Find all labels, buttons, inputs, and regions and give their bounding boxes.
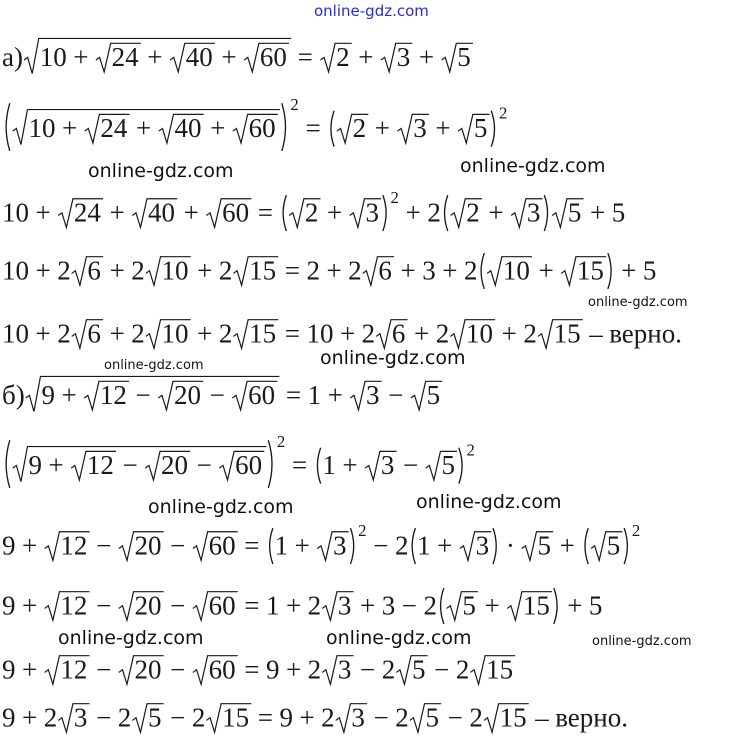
svg-text:2: 2: [321, 702, 335, 733]
svg-text:+: +: [35, 318, 51, 349]
svg-text:=: =: [284, 318, 300, 349]
svg-text:+: +: [559, 530, 575, 561]
svg-text:2: 2: [117, 702, 132, 733]
svg-text:12: 12: [60, 530, 88, 561]
svg-text:12: 12: [99, 379, 127, 410]
svg-text:5: 5: [412, 654, 426, 685]
svg-text:60: 60: [259, 41, 287, 72]
svg-text:=: =: [244, 654, 260, 685]
svg-text:−: −: [360, 654, 376, 685]
svg-text:−: −: [447, 702, 463, 733]
equation-line-b2: [2, 422, 745, 500]
svg-text:−: −: [96, 702, 112, 733]
svg-text:+: +: [484, 590, 500, 621]
svg-text:10: 10: [161, 255, 189, 286]
svg-text:+: +: [73, 41, 89, 72]
svg-text:60: 60: [248, 113, 276, 144]
svg-text:−: −: [96, 590, 112, 621]
svg-text:3: 3: [73, 702, 88, 733]
svg-text:5: 5: [537, 530, 551, 561]
svg-text:9: 9: [2, 530, 16, 561]
svg-text:5: 5: [148, 702, 162, 733]
svg-text:−: −: [373, 530, 389, 561]
svg-text:=: =: [285, 379, 302, 410]
svg-text:б): б): [2, 379, 25, 410]
svg-text:2: 2: [455, 654, 470, 685]
svg-text:10: 10: [161, 318, 189, 349]
svg-text:20: 20: [160, 450, 188, 481]
svg-text:60: 60: [248, 379, 276, 410]
svg-text:+: +: [285, 654, 302, 685]
svg-text:−: −: [170, 590, 186, 621]
svg-text:15: 15: [522, 590, 550, 621]
equation-a3-math: [2, 178, 745, 242]
svg-text:1: 1: [417, 530, 431, 561]
svg-text:−: −: [96, 530, 112, 561]
svg-text:=: =: [305, 113, 321, 144]
watermark: online-gdz.com: [416, 491, 562, 513]
svg-text:+: +: [488, 197, 504, 228]
svg-text:−: −: [209, 379, 225, 410]
watermark: online-gdz.com: [320, 347, 466, 369]
equation-line-a1: [2, 28, 745, 84]
svg-text:+: +: [339, 318, 356, 349]
svg-text:+: +: [197, 318, 213, 349]
svg-text:+: +: [21, 702, 38, 733]
equation-b5-math: [2, 644, 745, 696]
svg-text:−: −: [135, 379, 151, 410]
svg-text:+: +: [136, 113, 152, 144]
svg-text:+: +: [294, 530, 310, 561]
svg-text:=: =: [257, 197, 273, 228]
svg-text:+: +: [21, 590, 38, 621]
svg-text:24: 24: [100, 113, 128, 144]
svg-text:3: 3: [475, 530, 490, 561]
svg-text:+: +: [538, 255, 554, 286]
svg-text:2: 2: [290, 95, 299, 115]
svg-text:12: 12: [60, 590, 88, 621]
svg-text:10: 10: [39, 41, 67, 72]
svg-text:–: –: [535, 702, 549, 733]
svg-text:2: 2: [43, 702, 58, 733]
watermark: online-gdz.com: [592, 634, 692, 649]
equation-b3-math: [2, 510, 745, 576]
equation-line-b6: [2, 696, 745, 740]
svg-text:+: +: [326, 197, 343, 228]
svg-text:+: +: [21, 654, 38, 685]
svg-text:=: =: [292, 450, 308, 481]
watermark: online-gdz.com: [326, 627, 472, 649]
svg-text:3: 3: [526, 197, 541, 228]
equation-b6-math: [2, 696, 745, 740]
svg-text:5: 5: [457, 41, 471, 72]
svg-text:10: 10: [306, 318, 334, 349]
svg-text:2: 2: [57, 318, 71, 349]
svg-text:2: 2: [276, 432, 286, 452]
svg-text:а): а): [2, 41, 23, 72]
svg-text:+: +: [360, 590, 376, 621]
svg-text:+: +: [590, 197, 606, 228]
svg-text:10: 10: [466, 318, 494, 349]
svg-text:40: 40: [185, 41, 213, 72]
svg-text:2: 2: [358, 521, 367, 541]
svg-text:+: +: [109, 318, 125, 349]
svg-text:3: 3: [333, 530, 347, 561]
svg-text:+: +: [61, 113, 78, 144]
svg-text:+: +: [374, 113, 391, 144]
svg-text:+: +: [567, 590, 583, 621]
svg-text:=: =: [297, 41, 313, 72]
svg-text:·: ·: [505, 530, 515, 561]
svg-text:+: +: [342, 450, 358, 481]
svg-text:3: 3: [413, 113, 427, 144]
svg-text:2: 2: [131, 255, 145, 286]
svg-text:+: +: [147, 41, 163, 72]
svg-text:+: +: [442, 255, 458, 286]
svg-text:+: +: [210, 113, 226, 144]
equation-a4-math: [2, 240, 745, 302]
svg-text:+: +: [400, 255, 416, 286]
svg-text:+: +: [109, 197, 125, 228]
svg-text:2: 2: [435, 318, 450, 349]
svg-text:1: 1: [265, 590, 280, 621]
svg-text:5: 5: [588, 590, 603, 621]
svg-text:10: 10: [502, 255, 530, 286]
svg-text:−: −: [388, 379, 404, 410]
svg-text:=: =: [244, 590, 260, 621]
equation-b1-math: [2, 366, 745, 422]
svg-text:+: +: [285, 590, 302, 621]
svg-text:9: 9: [265, 654, 280, 685]
svg-text:2: 2: [395, 530, 409, 561]
watermark: online-gdz.com: [88, 160, 234, 182]
svg-text:15: 15: [249, 255, 277, 286]
svg-text:−: −: [373, 702, 389, 733]
svg-text:+: +: [327, 379, 343, 410]
svg-text:15: 15: [222, 702, 250, 733]
svg-text:60: 60: [208, 590, 236, 621]
svg-text:3: 3: [381, 590, 396, 621]
svg-text:60: 60: [208, 654, 236, 685]
svg-text:−: −: [402, 450, 419, 481]
svg-text:6: 6: [378, 255, 392, 286]
svg-text:=: =: [284, 255, 300, 286]
svg-text:2: 2: [523, 318, 537, 349]
svg-text:2: 2: [381, 654, 396, 685]
svg-text:3: 3: [337, 590, 352, 621]
svg-text:2: 2: [352, 113, 367, 144]
svg-text:2: 2: [427, 197, 441, 228]
svg-text:2: 2: [498, 103, 508, 123]
svg-text:6: 6: [391, 318, 406, 349]
svg-text:+: +: [358, 41, 374, 72]
svg-text:40: 40: [174, 113, 202, 144]
svg-text:2: 2: [57, 255, 71, 286]
svg-text:5: 5: [425, 702, 440, 733]
svg-text:10: 10: [2, 318, 29, 349]
svg-text:+: +: [414, 318, 430, 349]
svg-text:5: 5: [642, 255, 657, 286]
svg-text:+: +: [437, 530, 453, 561]
svg-text:+: +: [61, 379, 77, 410]
svg-text:2: 2: [336, 41, 350, 72]
svg-text:+: +: [501, 318, 517, 349]
svg-text:9: 9: [279, 702, 293, 733]
svg-text:2: 2: [466, 440, 475, 460]
svg-text:=: =: [257, 702, 273, 733]
svg-text:5: 5: [426, 379, 441, 410]
svg-text:2: 2: [423, 590, 437, 621]
svg-text:+: +: [299, 702, 315, 733]
svg-text:2: 2: [306, 255, 320, 286]
svg-text:5: 5: [473, 113, 488, 144]
svg-text:10: 10: [2, 255, 29, 286]
equation-line-a3: [2, 178, 745, 242]
svg-text:60: 60: [235, 450, 263, 481]
svg-text:2: 2: [361, 318, 376, 349]
svg-text:+: +: [418, 41, 435, 72]
watermark: online-gdz.com: [104, 358, 204, 373]
svg-text:15: 15: [553, 318, 581, 349]
svg-text:2: 2: [191, 702, 206, 733]
svg-text:12: 12: [86, 450, 114, 481]
svg-text:2: 2: [218, 255, 233, 286]
equation-a2-math: [2, 86, 745, 162]
svg-text:1: 1: [307, 379, 322, 410]
svg-text:2: 2: [395, 702, 409, 733]
svg-text:+: +: [405, 197, 421, 228]
svg-text:1: 1: [274, 530, 289, 561]
svg-text:3: 3: [337, 654, 352, 685]
svg-text:−: −: [122, 450, 138, 481]
svg-text:6: 6: [87, 255, 101, 286]
svg-text:20: 20: [134, 654, 162, 685]
svg-text:3: 3: [396, 41, 411, 72]
svg-text:60: 60: [208, 530, 236, 561]
svg-text:=: =: [244, 530, 260, 561]
svg-text:15: 15: [249, 318, 277, 349]
svg-text:+: +: [621, 255, 637, 286]
svg-text:+: +: [21, 530, 38, 561]
svg-text:1: 1: [322, 450, 336, 481]
svg-text:3: 3: [380, 450, 395, 481]
watermark-top: online-gdz.com: [314, 2, 429, 20]
svg-text:+: +: [35, 255, 51, 286]
svg-text:3: 3: [422, 255, 436, 286]
svg-text:10: 10: [2, 197, 29, 228]
svg-text:3: 3: [365, 197, 379, 228]
svg-text:12: 12: [60, 654, 88, 685]
equation-line-b5: [2, 644, 745, 696]
svg-text:+: +: [221, 41, 237, 72]
svg-text:−: −: [170, 654, 186, 685]
watermark: online-gdz.com: [148, 496, 294, 518]
svg-text:−: −: [434, 654, 450, 685]
svg-text:−: −: [96, 654, 112, 685]
svg-text:5: 5: [606, 530, 621, 561]
svg-text:40: 40: [148, 197, 176, 228]
svg-text:15: 15: [486, 654, 514, 685]
svg-text:2: 2: [307, 590, 322, 621]
svg-text:−: −: [401, 590, 417, 621]
svg-text:5: 5: [462, 590, 476, 621]
svg-text:+: +: [109, 255, 125, 286]
equation-line-a2: [2, 86, 745, 162]
svg-text:2: 2: [307, 654, 322, 685]
svg-text:верно.: верно.: [609, 318, 683, 349]
svg-text:верно.: верно.: [555, 702, 629, 733]
svg-text:20: 20: [134, 530, 162, 561]
svg-text:5: 5: [567, 197, 582, 228]
svg-text:24: 24: [111, 41, 139, 72]
svg-text:9: 9: [28, 450, 42, 481]
watermark: online-gdz.com: [460, 155, 606, 177]
svg-text:9: 9: [2, 654, 16, 685]
svg-text:+: +: [35, 197, 51, 228]
svg-text:24: 24: [73, 197, 101, 228]
svg-text:10: 10: [28, 113, 56, 144]
svg-text:2: 2: [348, 255, 362, 286]
equation-a1-math: [2, 28, 745, 84]
svg-text:20: 20: [174, 379, 202, 410]
svg-text:2: 2: [469, 702, 483, 733]
svg-text:6: 6: [87, 318, 101, 349]
svg-text:15: 15: [499, 702, 527, 733]
equation-b2-math: [2, 422, 745, 500]
svg-text:20: 20: [134, 590, 162, 621]
equation-line-a4: [2, 240, 745, 302]
svg-text:+: +: [435, 113, 451, 144]
svg-text:15: 15: [576, 255, 604, 286]
svg-text:−: −: [196, 450, 212, 481]
equation-line-b3: [2, 510, 745, 576]
svg-text:–: –: [589, 318, 603, 349]
svg-text:2: 2: [466, 197, 480, 228]
svg-text:5: 5: [441, 450, 455, 481]
svg-text:−: −: [170, 530, 186, 561]
svg-text:2: 2: [218, 318, 233, 349]
svg-text:9: 9: [41, 379, 55, 410]
svg-text:−: −: [170, 702, 186, 733]
svg-text:2: 2: [463, 255, 478, 286]
svg-text:9: 9: [2, 702, 16, 733]
svg-text:2: 2: [631, 521, 641, 541]
svg-text:5: 5: [611, 197, 626, 228]
svg-text:+: +: [48, 450, 64, 481]
svg-text:2: 2: [304, 197, 319, 228]
svg-text:9: 9: [2, 590, 16, 621]
svg-text:60: 60: [222, 197, 250, 228]
svg-text:+: +: [183, 197, 199, 228]
svg-text:+: +: [197, 255, 213, 286]
svg-text:3: 3: [366, 379, 380, 410]
svg-text:2: 2: [131, 318, 145, 349]
equation-line-b1: [2, 366, 745, 422]
svg-text:+: +: [326, 255, 342, 286]
svg-text:2: 2: [390, 188, 399, 208]
svg-text:3: 3: [351, 702, 365, 733]
watermark: online-gdz.com: [588, 295, 688, 310]
watermark: online-gdz.com: [58, 627, 204, 649]
